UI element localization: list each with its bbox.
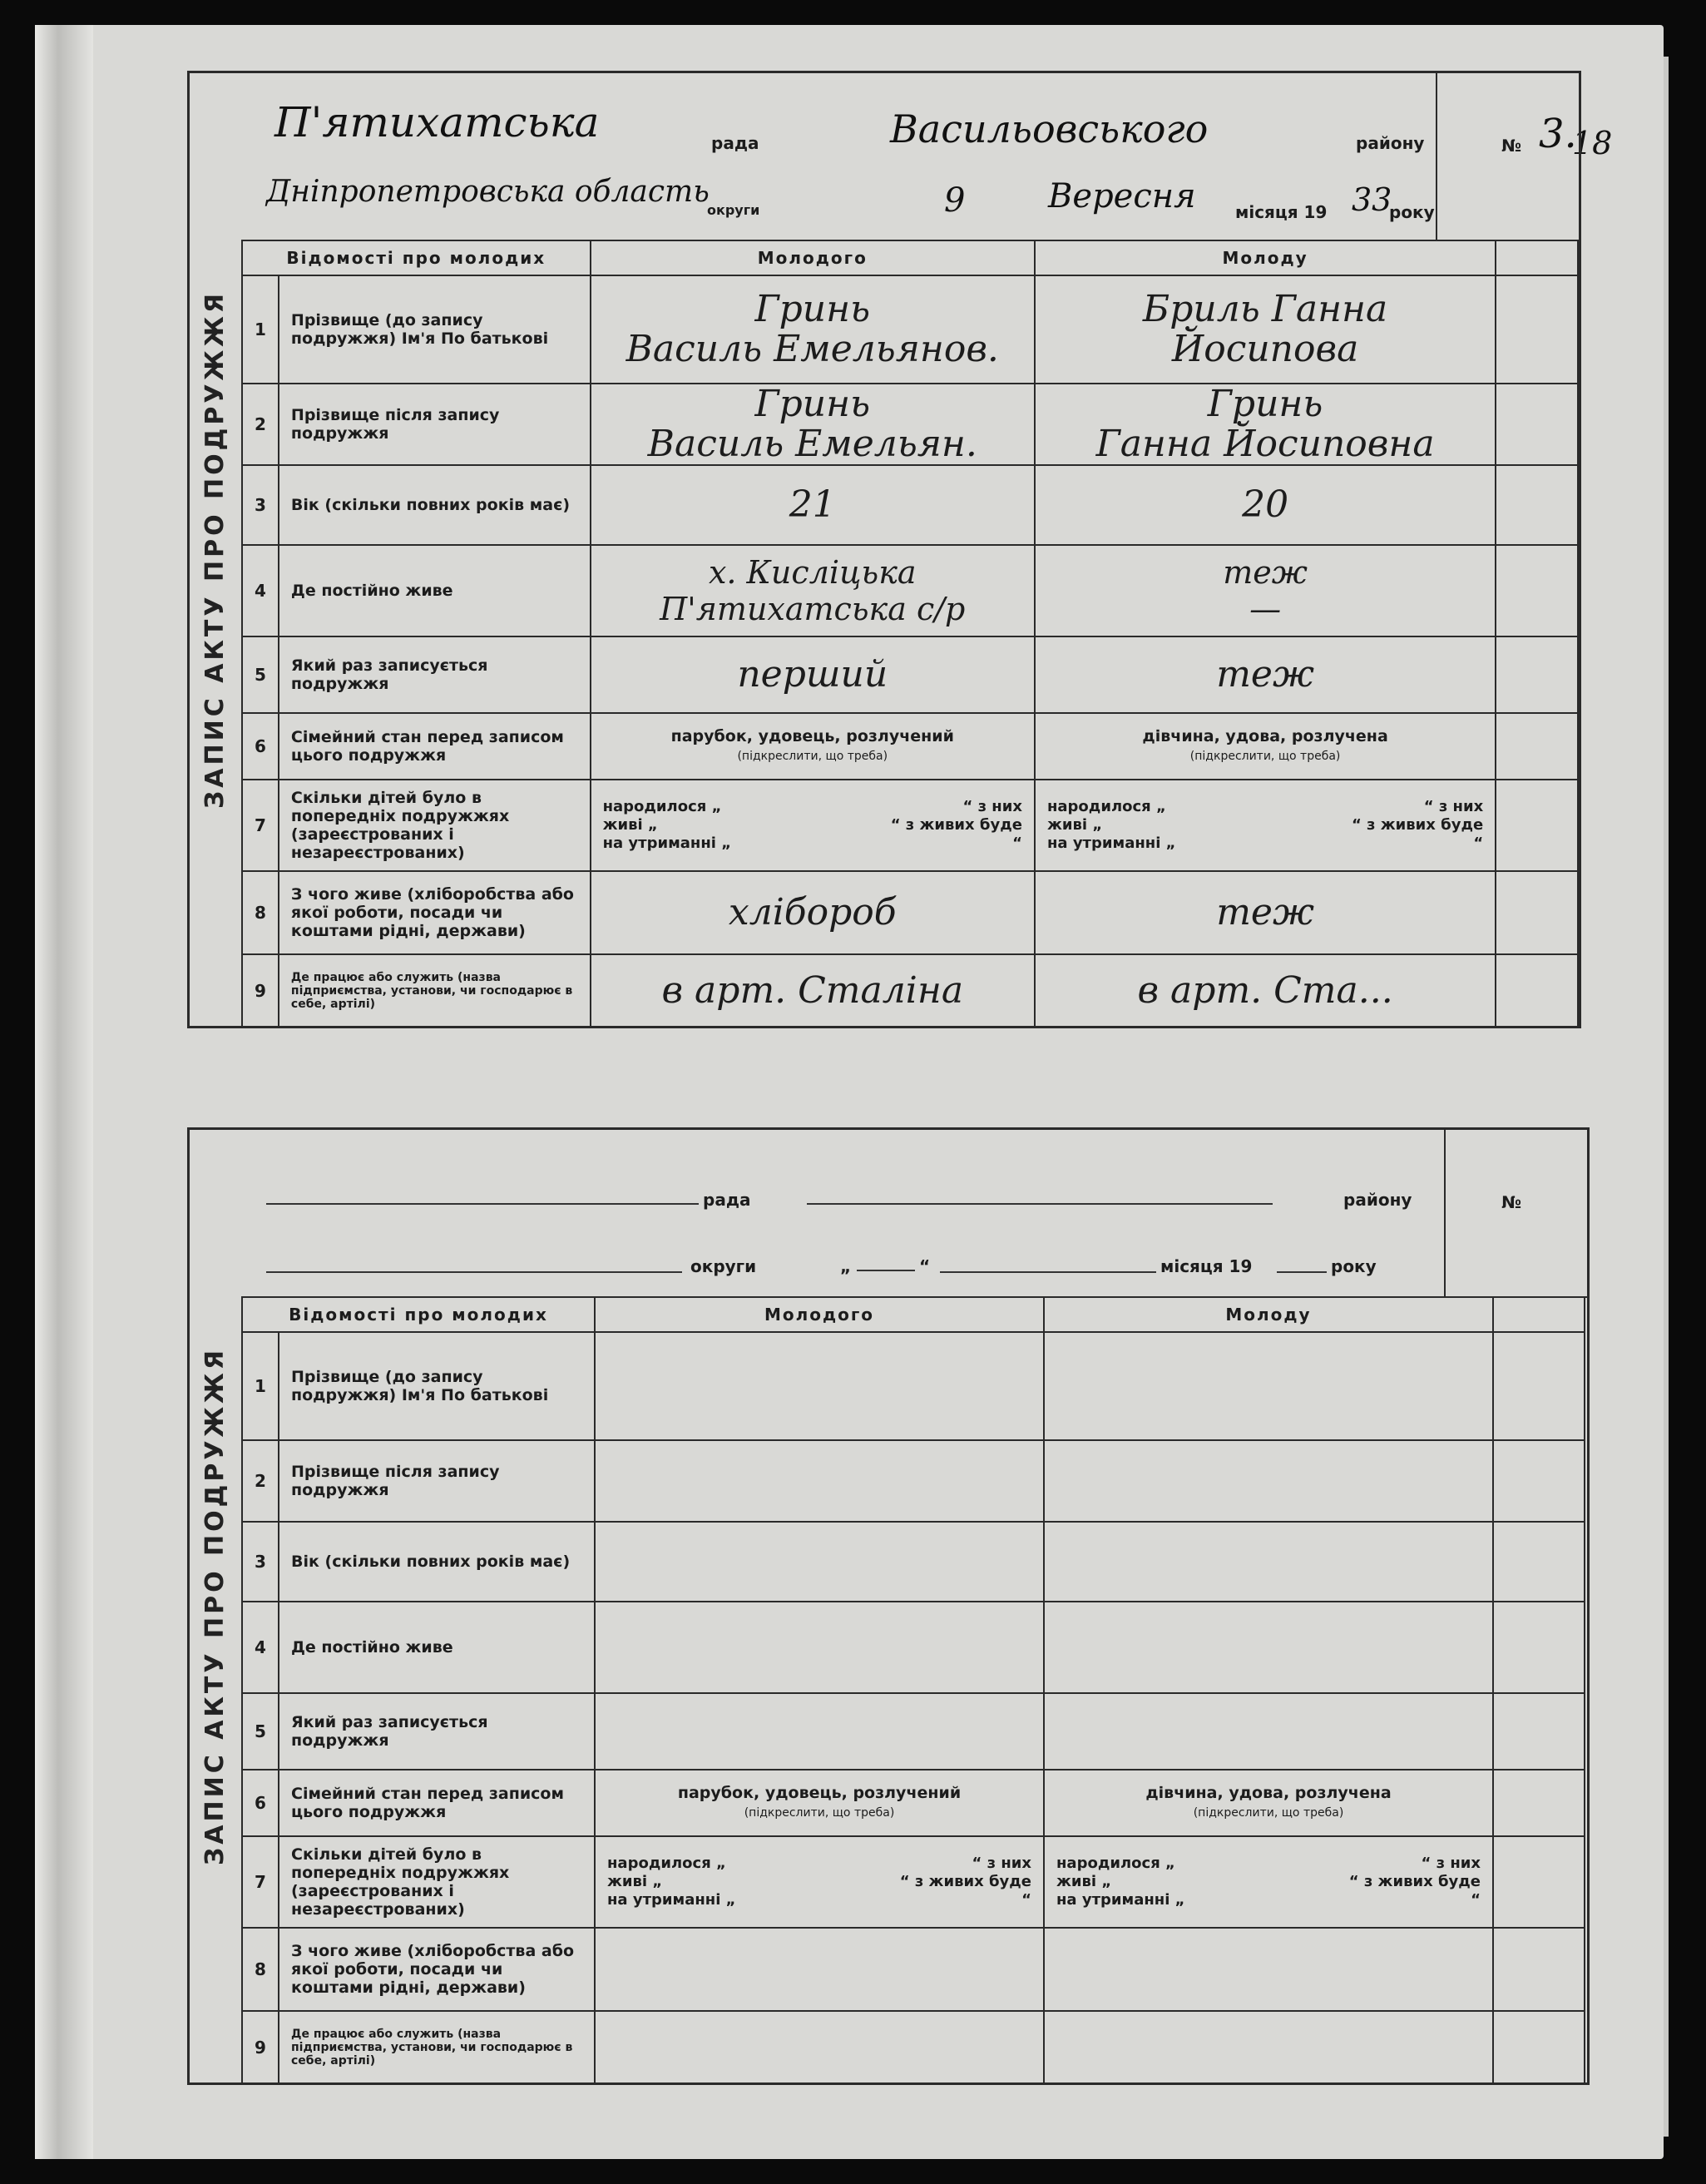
row-number: 7 — [242, 780, 279, 871]
groom-residence-line2: П'ятихатська с/р — [660, 591, 966, 627]
row-number: 3 — [242, 1522, 279, 1602]
table-row — [242, 1693, 1585, 1770]
table-row — [242, 713, 1578, 780]
dependent-label: на утриманні „ — [1056, 1891, 1185, 1909]
spare-cell — [1493, 1836, 1585, 1928]
row-number: 3 — [242, 465, 279, 545]
groom-cell — [595, 1693, 1044, 1770]
quote-open: „ — [840, 1256, 852, 1276]
row-label: Вік (скільки повних років має) — [279, 1522, 595, 1602]
groom-cell — [595, 2011, 1044, 2084]
table-row — [242, 954, 1578, 1028]
groom-residence — [591, 545, 1035, 636]
table-row — [242, 545, 1578, 636]
month-blank-line — [940, 1271, 1156, 1273]
row-number: 4 — [242, 1602, 279, 1693]
bride-cell — [1044, 1440, 1493, 1522]
record-number: 3. — [1539, 111, 1577, 157]
rada-label: рада — [703, 1190, 751, 1210]
table-header-row — [242, 1297, 1585, 1332]
groom-surname: Гринь — [754, 288, 871, 330]
bride-marital-status — [1044, 1770, 1493, 1836]
bride-residence-line2: — — [1249, 591, 1282, 627]
spare-cell — [1493, 1602, 1585, 1693]
born-label: народилося „ — [1046, 798, 1166, 815]
row-label: Сімейний стан перед записом цього подружжя — [279, 1770, 595, 1836]
row-number: 9 — [242, 954, 279, 1028]
bride-cell — [1044, 1522, 1493, 1602]
day-value: 9 — [944, 181, 966, 220]
quote-close: “ — [919, 1256, 931, 1276]
of-them-label: “ з них — [962, 798, 1022, 815]
spare-cell — [1496, 954, 1578, 1028]
marriage-record-form-filled — [187, 71, 1581, 1028]
col-groom: Молодого — [591, 240, 1035, 275]
groom-cell — [595, 1522, 1044, 1602]
row-number: 2 — [242, 1440, 279, 1522]
raion-value: Васильовського — [890, 106, 1209, 151]
row-label: Скільки дітей було в попередніх подружжях (зареєстрованих і незареєстрованих) — [279, 1836, 595, 1928]
bride-status-options: дівчина, удова, розлучена — [1145, 1784, 1392, 1802]
born-label: народилося „ — [602, 798, 722, 815]
groom-marital-status — [591, 713, 1035, 780]
row-number: 8 — [242, 871, 279, 954]
table-row — [242, 1602, 1585, 1693]
table-row — [242, 780, 1578, 871]
bride-new-name — [1035, 384, 1496, 465]
bride-marital-status — [1035, 713, 1496, 780]
table-row — [242, 275, 1578, 384]
quote-close: “ — [1012, 834, 1022, 852]
row-label: З чого живе (хліборобства або якої роботи, посади чи коштами рідні, держави) — [279, 1928, 595, 2011]
spare-cell — [1496, 871, 1578, 954]
groom-cell — [595, 1440, 1044, 1522]
raion-blank-line — [807, 1203, 1273, 1205]
groom-cell — [595, 1602, 1044, 1693]
row-label: Де працює або служить (назва підприємства, установи, чи господарює в себе, артілі) — [279, 954, 591, 1028]
of-them-label: “ з них — [1423, 798, 1484, 815]
spare-cell — [1496, 384, 1578, 465]
quote-close: “ — [1473, 834, 1484, 852]
row-label: Вік (скільки повних років має) — [279, 465, 591, 545]
dependent-label: на утриманні „ — [602, 834, 732, 852]
groom-cell — [595, 1332, 1044, 1440]
bride-children — [1035, 780, 1496, 871]
form-header — [241, 1130, 1587, 1298]
bride-cell — [1044, 1332, 1493, 1440]
table-row — [242, 1836, 1585, 1928]
spare-cell — [1496, 713, 1578, 780]
okrug-value: Дніпропетровська область — [266, 175, 710, 209]
bride-new-surname: Гринь — [1207, 383, 1323, 425]
spare-cell — [1496, 465, 1578, 545]
col-spare — [1493, 1297, 1585, 1332]
bride-new-given: Ганна Йосиповна — [1095, 423, 1435, 465]
alive-label: живі „ — [602, 816, 658, 834]
row-label: Прізвище після запису подружжя — [279, 1440, 595, 1522]
row-number: 9 — [242, 2011, 279, 2084]
row-number: 1 — [242, 275, 279, 384]
row-number: 5 — [242, 636, 279, 713]
bride-surname: Бриль Ганна — [1142, 288, 1388, 330]
row-number: 6 — [242, 713, 279, 780]
spare-cell — [1496, 545, 1578, 636]
bride-residence — [1035, 545, 1496, 636]
record-table — [241, 240, 1579, 1028]
col-info: Відомості про молодих — [242, 240, 591, 275]
table-header-row — [242, 240, 1578, 275]
row-number: 1 — [242, 1332, 279, 1440]
quote-close: “ — [1021, 1891, 1031, 1909]
bride-marriage-count: теж — [1035, 636, 1496, 713]
row-label: Де працює або служить (назва підприємства, установи, чи господарює в себе, артілі) — [279, 2011, 595, 2084]
col-groom: Молодого — [595, 1297, 1044, 1332]
table-row — [242, 1332, 1585, 1440]
groom-name — [591, 275, 1035, 384]
binding-edge — [35, 25, 93, 2159]
dependent-label: на утриманні „ — [607, 1891, 736, 1909]
row-number: 8 — [242, 1928, 279, 2011]
row-label: Скільки дітей було в попередніх подружжях (зареєстрованих і незареєстрованих) — [279, 780, 591, 871]
form-title: ЗАПИС АКТУ ПРО ПОДРУЖЖЯ — [200, 290, 230, 810]
table-row — [242, 1440, 1585, 1522]
spare-cell — [1493, 2011, 1585, 2084]
month-label: місяця 19 — [1160, 1256, 1253, 1276]
quote-close: “ — [1471, 1891, 1481, 1909]
table-row — [242, 636, 1578, 713]
groom-status-options: парубок, удовець, розлучений — [670, 727, 954, 745]
col-info: Відомості про молодих — [242, 1297, 595, 1332]
vertical-title — [190, 73, 241, 1026]
raion-label: району — [1356, 133, 1425, 153]
form-title: ЗАПИС АКТУ ПРО ПОДРУЖЖЯ — [200, 1346, 230, 1866]
col-spare — [1496, 240, 1578, 275]
spare-cell — [1493, 1928, 1585, 2011]
bride-name — [1035, 275, 1496, 384]
spare-cell — [1493, 1770, 1585, 1836]
table-row — [242, 2011, 1585, 2084]
day-blank-line — [857, 1270, 915, 1271]
year-label: року — [1331, 1256, 1377, 1276]
year-blank-line — [1277, 1271, 1327, 1273]
born-label: народилося „ — [607, 1855, 726, 1872]
table-row — [242, 1522, 1585, 1602]
okrug-blank-line — [266, 1271, 682, 1273]
spare-cell — [1493, 1440, 1585, 1522]
groom-new-surname: Гринь — [754, 383, 871, 425]
bride-given-name: Йосипова — [1171, 328, 1359, 370]
dependent-label: на утриманні „ — [1046, 834, 1176, 852]
alive-label: живі „ — [607, 1873, 663, 1890]
spare-cell — [1493, 1522, 1585, 1602]
of-alive-label: “ з живих буде — [1351, 816, 1484, 834]
row-label: Де постійно живе — [279, 1602, 595, 1693]
bride-workplace: в арт. Ста... — [1035, 954, 1496, 1028]
bride-residence-line1: теж — [1223, 554, 1308, 591]
okrug-label: округи — [707, 202, 760, 218]
spare-cell — [1496, 636, 1578, 713]
groom-workplace: в арт. Сталіна — [591, 954, 1035, 1028]
year-label: року — [1389, 202, 1435, 222]
col-bride: Молоду — [1035, 240, 1496, 275]
of-them-label: “ з них — [1421, 1855, 1481, 1872]
underline-note: (підкреслити, що треба) — [1193, 1806, 1344, 1820]
row-number: 7 — [242, 1836, 279, 1928]
row-label: Прізвище після запису подружжя — [279, 384, 591, 465]
month-label: місяця 19 — [1235, 202, 1328, 222]
number-label: № — [1501, 1192, 1522, 1212]
table-row — [242, 465, 1578, 545]
bride-cell — [1044, 1693, 1493, 1770]
row-label: Сімейний стан перед записом цього подружжя — [279, 713, 591, 780]
row-label: Прізвище (до запису подружжя) Ім'я По батькові — [279, 275, 591, 384]
row-label: З чого живе (хліборобства або якої роботи, посади чи коштами рідні, держави) — [279, 871, 591, 954]
groom-cell — [595, 1928, 1044, 2011]
groom-marriage-count: перший — [591, 636, 1035, 713]
bride-cell — [1044, 1602, 1493, 1693]
groom-new-given: Василь Емельян. — [647, 423, 977, 465]
rada-blank-line — [266, 1203, 699, 1205]
bride-status-options: дівчина, удова, розлучена — [1142, 727, 1388, 745]
groom-children — [595, 1836, 1044, 1928]
spare-cell — [1496, 780, 1578, 871]
row-number: 5 — [242, 1693, 279, 1770]
bride-age: 20 — [1035, 465, 1496, 545]
spare-cell — [1493, 1693, 1585, 1770]
underline-note: (підкреслити, що треба) — [737, 750, 888, 763]
groom-children — [591, 780, 1035, 871]
month-value: Вересня — [1048, 177, 1196, 215]
table-row — [242, 871, 1578, 954]
groom-given-name: Василь Емельянов. — [626, 328, 999, 370]
row-number: 2 — [242, 384, 279, 465]
groom-marital-status — [595, 1770, 1044, 1836]
raion-label: району — [1343, 1190, 1412, 1210]
bride-occupation: теж — [1035, 871, 1496, 954]
groom-status-options: парубок, удовець, розлучений — [677, 1784, 962, 1802]
form-header — [241, 73, 1579, 241]
groom-new-name — [591, 384, 1035, 465]
rada-label: рада — [711, 133, 759, 153]
year-value: 33 — [1352, 181, 1392, 218]
number-label: № — [1501, 136, 1522, 156]
table-row — [242, 1928, 1585, 2011]
row-label: Який раз записується подружжя — [279, 1693, 595, 1770]
row-label: Який раз записується подружжя — [279, 636, 591, 713]
groom-age: 21 — [591, 465, 1035, 545]
row-label: Прізвище (до запису подружжя) Ім'я По батькові — [279, 1332, 595, 1440]
page-edge-shadow — [1664, 57, 1669, 2137]
bride-children — [1044, 1836, 1493, 1928]
of-them-label: “ з них — [972, 1855, 1031, 1872]
of-alive-label: “ з живих буде — [890, 816, 1022, 834]
row-number: 4 — [242, 545, 279, 636]
bride-cell — [1044, 2011, 1493, 2084]
col-bride: Молоду — [1044, 1297, 1493, 1332]
marriage-record-form-blank — [187, 1127, 1590, 2085]
sheet-number: 18 — [1572, 125, 1613, 161]
underline-note: (підкреслити, що треба) — [1189, 750, 1341, 763]
bride-cell — [1044, 1928, 1493, 2011]
of-alive-label: “ з живих буде — [899, 1873, 1031, 1890]
vertical-title — [190, 1130, 241, 2082]
alive-label: живі „ — [1056, 1873, 1112, 1890]
record-number-box — [1444, 1130, 1587, 1296]
born-label: народилося „ — [1056, 1855, 1175, 1872]
rada-value: П'ятихатська — [274, 98, 600, 146]
alive-label: живі „ — [1046, 816, 1103, 834]
okrug-label: округи — [690, 1256, 757, 1276]
of-alive-label: “ з живих буде — [1348, 1873, 1481, 1890]
groom-occupation: хлібороб — [591, 871, 1035, 954]
underline-note: (підкреслити, що треба) — [744, 1806, 895, 1820]
row-number: 6 — [242, 1770, 279, 1836]
spare-cell — [1496, 275, 1578, 384]
row-label: Де постійно живе — [279, 545, 591, 636]
record-table — [241, 1296, 1585, 2085]
groom-residence-line1: х. Кисліцька — [708, 554, 917, 591]
table-row — [242, 384, 1578, 465]
table-row — [242, 1770, 1585, 1836]
spare-cell — [1493, 1332, 1585, 1440]
